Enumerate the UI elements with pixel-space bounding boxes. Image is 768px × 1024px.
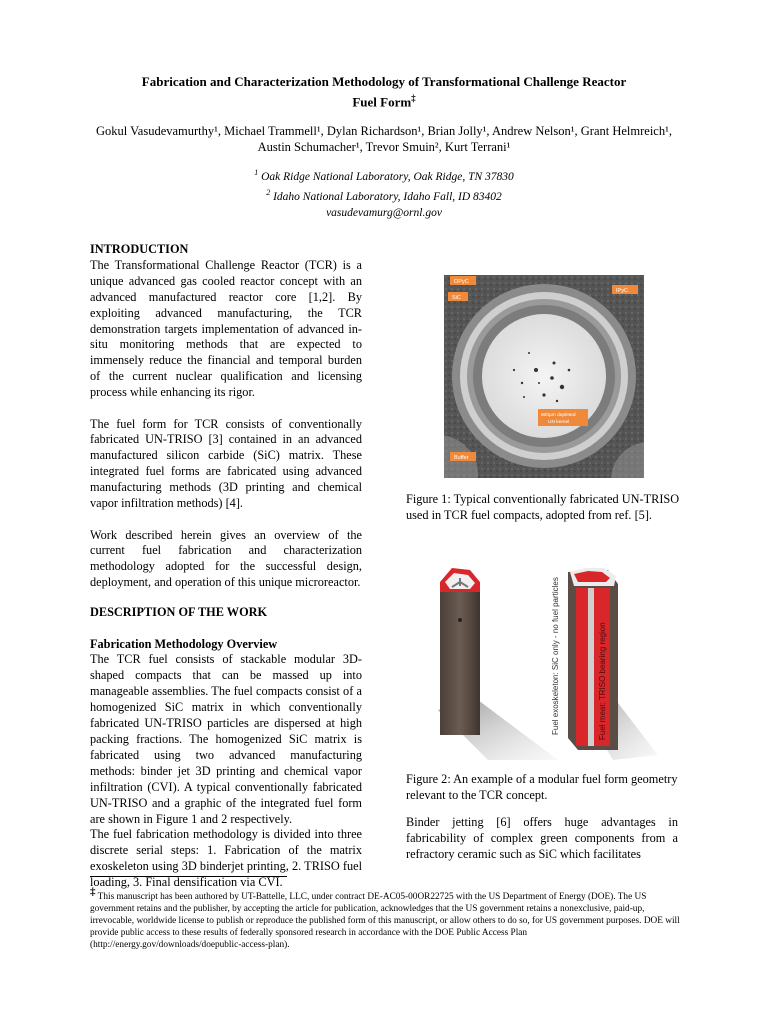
intro-paragraph-3: Work described herein gives an overview of the current fuel fabrication and characterization methodology adopted for the successful design, deployment, and operation of this unique microreactor. (90, 527, 362, 590)
title-line-1: Fabrication and Characterization Methodology of Transformational Challenge Reactor (141, 74, 627, 89)
figure-2-caption: Figure 2: An example of a modular fuel form geometry relevant to the TCR concept. (406, 772, 678, 802)
label-fuel-exoskeleton: Fuel exoskeleton: SiC only - no fuel particles (551, 577, 560, 735)
affiliation-1: $^1$ Oak Ridge National Laboratory, Oak Ridge, TN 37830 (254, 168, 514, 183)
author-list (60, 123, 708, 155)
affiliation-2: $^2$ Idaho National Laboratory, Idaho Fall, ID 83402 (266, 187, 502, 203)
description-heading: DESCRIPTION OF THE WORK (90, 605, 268, 620)
fabrication-paragraph-2: The fuel fabrication methodology is divided into three discrete serial steps: 1. Fabrication of the matrix exoskeleton using 3D binderjet printing, 2. TRISO fuel loading, 3. Final densification via CVI. (90, 827, 362, 890)
figure-1-triso-micrograph (444, 275, 644, 478)
authors-line-2: Austin Schumacher¹, Trevor Smuin², Kurt Terrani¹ (257, 140, 511, 154)
fabrication-heading: Fabrication Methodology Overview (90, 636, 278, 651)
title-footnote-mark: ‡ (411, 93, 416, 103)
compact-1 (440, 568, 480, 735)
label-sic: SiC (452, 295, 461, 301)
figure-1-caption: Figure 1: Typical conventionally fabricated UN-TRISO used in TCR fuel compacts, adopted from ref. [5]. (406, 492, 680, 522)
paper-title (60, 74, 708, 110)
title-line-2: Fuel Form‡ (352, 93, 416, 110)
label-ipyc: IPyC (616, 288, 628, 294)
footnote-rule (90, 876, 287, 877)
contact-email: vasudevamurg@ornl.gov (326, 206, 442, 219)
label-fuel-meat: Fuel meat: TRISO bearing region (598, 622, 607, 740)
footnote: ‡ This manuscript has been authored by UT-Battelle, LLC, under contract DE-AC05-00OR22725 with the US Department of Energy (DOE). The US government retains and the publisher, by accepting the article for publication, acknowledges that the US government retains a nonexclusive, paid-up, irrevocable, worldwide license to publish or reproduce the published form of this manuscript, or allow others to do so, for US government purposes. DOE will provide public access to these results of federally sponsored research in accordance with the DOE Public Access Plan (http://energy.gov/downloads/doepublic-access-plan). (90, 886, 680, 951)
left-column (90, 242, 362, 891)
intro-paragraph-2: The fuel form for TCR consists of conventionally fabricated UN-TRISO [3] contained in an advanced manufactured silicon carbide (SiC) matrix. These integrated fuel forms are fabricated using advanced manufacturing methods (3D printing and chemical vapor infiltration methods) [4]. (90, 416, 362, 511)
right-column-text: Binder jetting [6] offers huge advantages in fabricability of complex green components from a refractory ceramic such as SiC which facilitates (406, 815, 678, 861)
label-opyc: OPyC (454, 279, 469, 285)
affiliations (60, 165, 708, 221)
authors-line-1: Gokul Vasudevamurthy¹, Michael Trammell¹, Dylan Richardson¹, Brian Jolly¹, Andrew Nelson¹, Grant Helmreich¹, (96, 124, 672, 138)
intro-heading: INTRODUCTION (90, 242, 189, 256)
fabrication-paragraph-1: The TCR fuel consists of stackable modular 3D-shaped compacts that can be massed up into manageable assemblies. The fuel compacts consist of a homogenized SiC matrix in which conventionally fabricated UN-TRISO particles are dispersed at high packing fractions. The homogenized SiC matrix is fabricated using two advanced manufacturing methods: binder jet 3D printing and chemical vapor infiltration (CVI). A typical conventionally fabricated UN-TRISO and a graphic of the integrated fuel form are shown in Figure 1 and 2 respectively. (90, 652, 362, 826)
compact-2 (568, 568, 618, 750)
label-kernel: 800µm depleted UN kernel (541, 413, 576, 425)
intro-paragraph-1: The Transformational Challenge Reactor (TCR) is a unique advanced gas cooled reactor concept with an advanced manufactured reactor core [1,2]. By exploiting advanced manufacturing, the TCR demonstration targets implementation of advanced in-situ monitoring methods that are expected to immensely reduce the financial and temporal burden of the current nuclear qualification and licensing process while enhancing its rigor. (90, 257, 362, 400)
figure-2-fuel-form-graphic (418, 560, 658, 760)
label-buffer: Buffer (454, 455, 469, 461)
